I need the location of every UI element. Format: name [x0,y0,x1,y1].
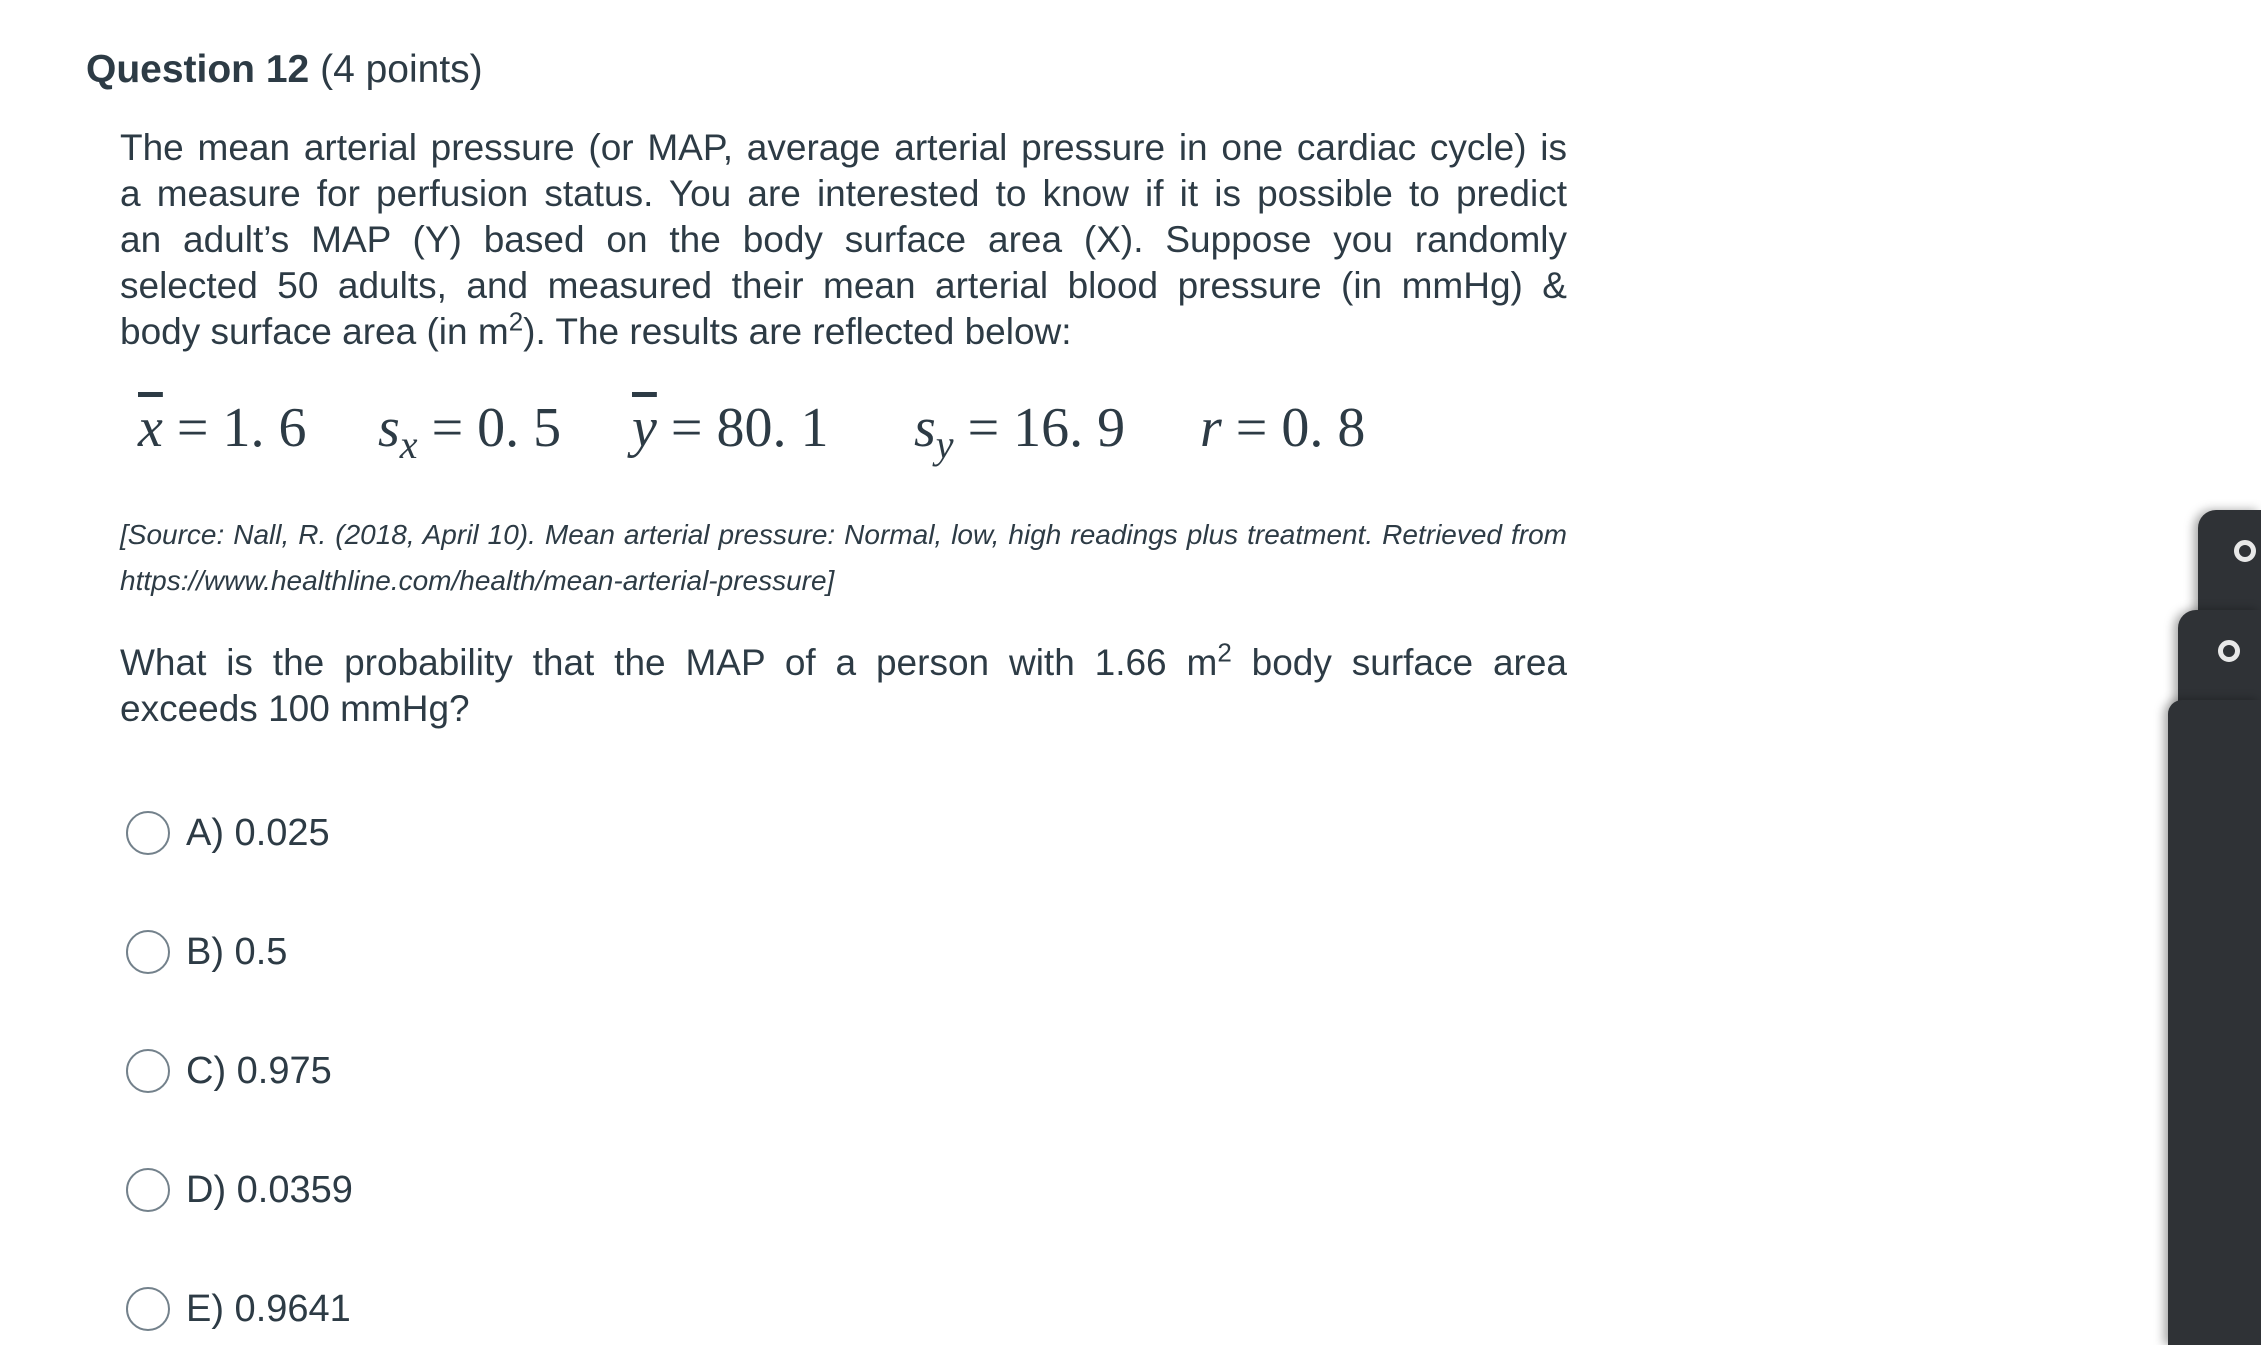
question-title: Question 12 [86,48,310,91]
prompt-text: What is the probability that the MAP of a person with 1.66 m [120,642,1218,683]
answer-option-a[interactable] [126,808,330,858]
radio-button[interactable] [126,1049,170,1093]
sy-term [914,396,1126,467]
radio-button[interactable] [126,811,170,855]
r-term [1200,396,1365,460]
sy-subscript: y [935,422,954,467]
question-prompt [120,637,1567,732]
radio-button[interactable] [126,1287,170,1331]
prompt-text: body surface area [1231,642,1567,683]
answer-option-d[interactable] [126,1165,353,1215]
body-line: selected 50 adults, and measured their mean arterial blood pressure (in mmHg) & [120,265,1567,306]
sx-subscript: x [399,422,418,467]
answer-option-c[interactable] [126,1046,332,1096]
ybar-value: = 80. 1 [670,397,829,459]
question-header [86,48,483,92]
sx-term [378,396,562,467]
body-line: a measure for perfusion status. You are interested to know if it is possible to predict [120,173,1567,214]
panel-handle-icon[interactable] [2218,640,2240,662]
source-citation [120,512,1567,604]
xbar-term [138,396,306,460]
source-url: https://www.healthline.com/health/mean-arterial-pressure] [120,565,835,596]
option-label: E) 0.9641 [186,1287,351,1330]
option-label: C) 0.975 [186,1049,332,1092]
radio-button[interactable] [126,930,170,974]
body-line [120,306,1567,355]
xbar-symbol: $\overline{x}$ [138,397,163,459]
question-points: (4 points) [320,48,483,91]
radio-button[interactable] [126,1168,170,1212]
body-line: an adult’s MAP (Y) based on the body surface area (X). Suppose you randomly [120,219,1567,260]
xbar-value: = 1. 6 [176,397,307,459]
question-body [120,125,1567,355]
sx-symbol: s [378,397,400,459]
option-label: B) 0.5 [186,930,288,973]
superscript: 2 [508,306,524,337]
answer-option-b[interactable] [126,927,287,977]
side-panel-body [2168,700,2261,1345]
r-symbol: r [1200,397,1222,459]
body-text: ). The results are reflected below: [523,311,1072,352]
ybar-term [632,396,828,460]
r-value: = 0. 8 [1235,397,1366,459]
sx-value: = 0. 5 [431,397,562,459]
answer-option-e[interactable] [126,1284,351,1334]
superscript: 2 [1217,637,1232,668]
prompt-line [120,637,1567,686]
prompt-line: exceeds 100 mmHg? [120,688,470,729]
sy-value: = 16. 9 [967,397,1126,459]
body-line: The mean arterial pressure (or MAP, average arterial pressure in one cardiac cycle) is [120,127,1567,168]
option-label: D) 0.0359 [186,1168,353,1211]
body-text: body surface area (in m [120,311,509,352]
panel-handle-icon[interactable] [2234,540,2256,562]
source-line: [Source: Nall, R. (2018, April 10). Mean arterial pressure: Normal, low, high readings plus treatment. Retrieved from [120,519,1567,550]
option-label: A) 0.025 [186,811,330,854]
sy-symbol: s [914,397,936,459]
ybar-symbol: $\overline{y}$ [632,397,657,459]
